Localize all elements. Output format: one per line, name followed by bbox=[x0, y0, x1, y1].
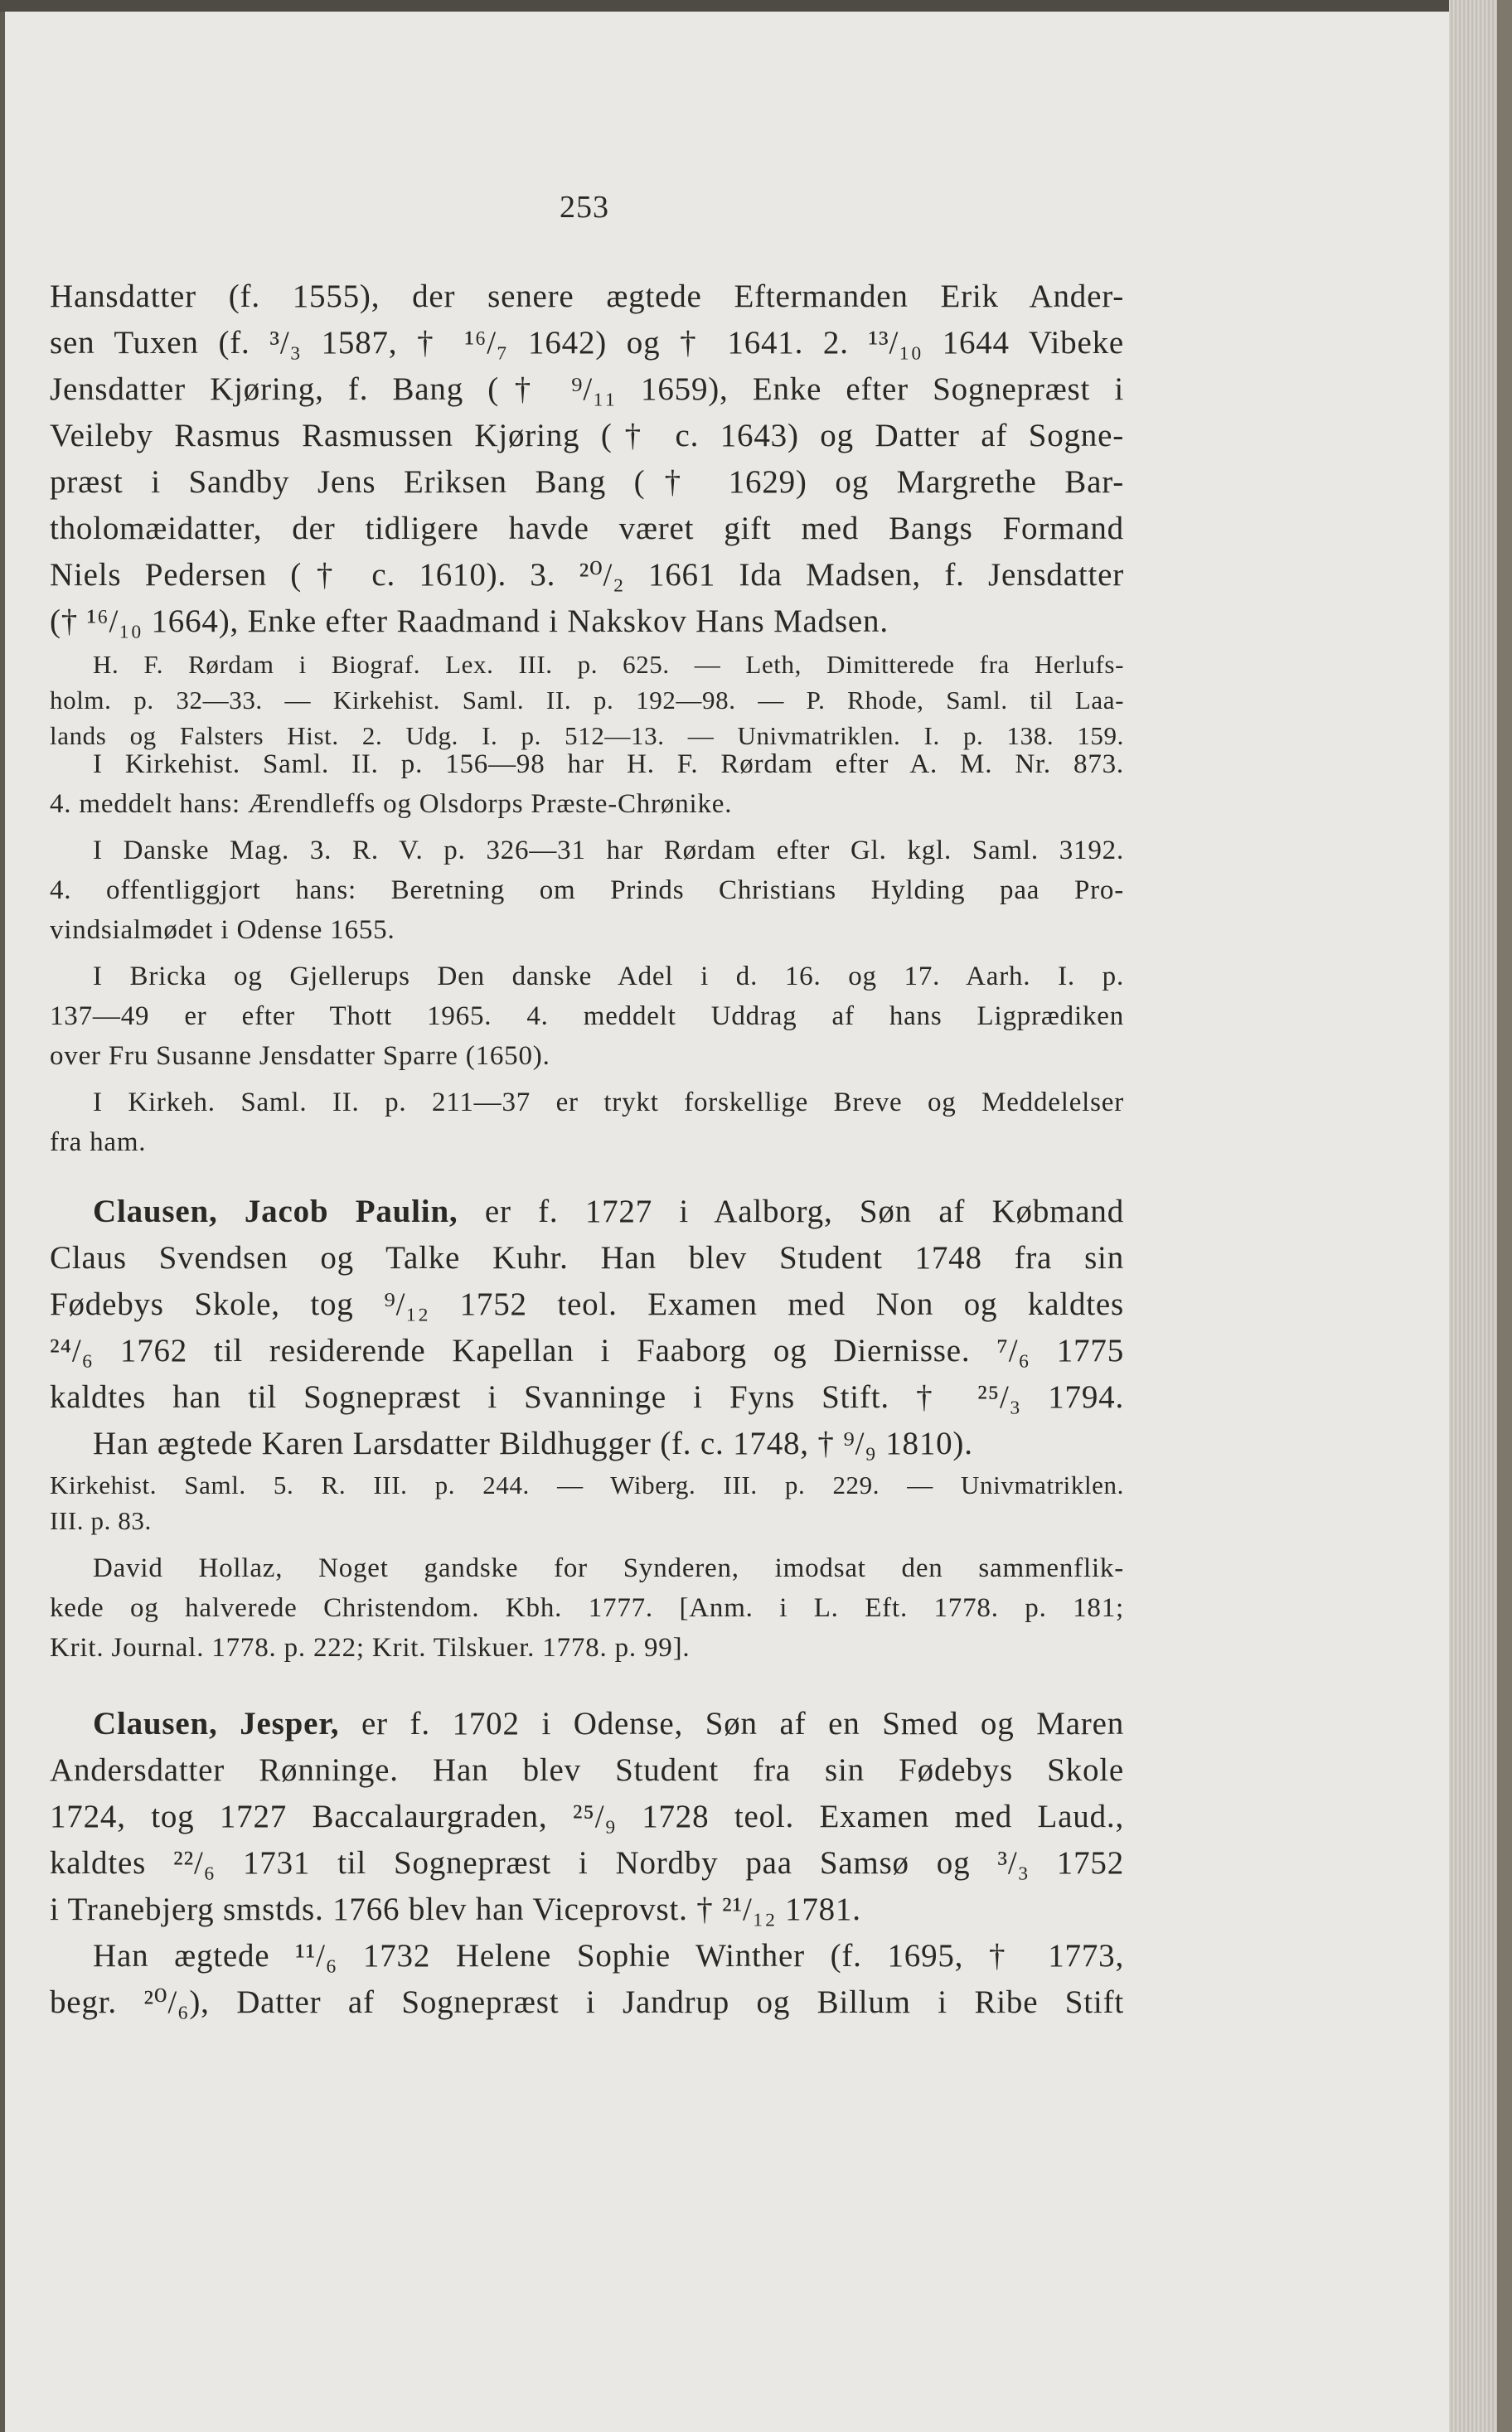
text-line: tholomæidatter, der tidligere havde været gift med Bangs Formand bbox=[50, 511, 1124, 546]
writings-notes bbox=[50, 744, 1124, 1162]
scan-top-edge bbox=[0, 0, 1512, 12]
text-line: Hansdatter (f. 1555), der senere ægtede Eftermanden Erik Ander- bbox=[50, 279, 1124, 314]
jacob-clausen-writings bbox=[50, 1548, 1124, 1668]
note-line: Krit. Journal. 1778. p. 222; Krit. Tilskuer. 1778. p. 99]. bbox=[50, 1633, 691, 1663]
text-line: Veileby Rasmus Rasmussen Kjøring († c. 1643) og Datter af Sogne- bbox=[50, 418, 1124, 453]
page-number: 253 bbox=[560, 190, 609, 225]
note-line: vindsialmødet i Odense 1655. bbox=[50, 915, 395, 945]
note-line: fra ham. bbox=[50, 1127, 147, 1157]
entry-first-line-text: er f. 1702 i Odense, Søn af en Smed og Maren bbox=[339, 1706, 1125, 1742]
text-line: kaldtes han til Sognepræst i Svanninge i Fyns Stift. † ²⁵/₃ 1794. bbox=[50, 1379, 1124, 1415]
source-references bbox=[50, 647, 1124, 753]
text-line: i Tranebjerg smstds. 1766 blev han Viceprovst. † ²¹/₁₂ 1781. bbox=[50, 1892, 861, 1927]
note-line: David Hollaz, Noget gandske for Synderen, imodsat den sammenflik- bbox=[93, 1553, 1124, 1583]
jacob-clausen-references bbox=[50, 1467, 1124, 1538]
note-line: kede og halverede Christendom. Kbh. 1777. [Anm. i L. Eft. 1778. p. 181; bbox=[50, 1593, 1124, 1623]
entry-jacob-paulin-clausen bbox=[50, 1189, 1124, 1467]
continued-paragraph bbox=[50, 274, 1124, 645]
text-line: Han ægtede ¹¹/₆ 1732 Helene Sophie Winther (f. 1695, † 1773, bbox=[93, 1938, 1124, 1974]
note-line: 4. meddelt hans: Ærendleffs og Olsdorps Præste-Chrønike. bbox=[50, 789, 733, 819]
book-edge-shadow bbox=[1497, 0, 1512, 2432]
text-line: 1724, tog 1727 Baccalaurgraden, ²⁵/₉ 1728 teol. Examen med Laud., bbox=[50, 1799, 1124, 1834]
entry-heading: Clausen, Jacob Paulin, bbox=[93, 1194, 458, 1229]
book-fore-edge bbox=[1449, 0, 1512, 2432]
text-line: Jensdatter Kjøring, f. Bang († ⁹/₁₁ 1659), Enke efter Sognepræst i bbox=[50, 371, 1124, 407]
text-line: præst i Sandby Jens Eriksen Bang († 1629) og Margrethe Bar- bbox=[50, 464, 1124, 500]
reference-line: III. p. 83. bbox=[50, 1506, 152, 1535]
note-line: I Danske Mag. 3. R. V. p. 326—31 har Rørdam efter Gl. kgl. Saml. 3192. bbox=[93, 836, 1124, 865]
reference-line: Kirkehist. Saml. 5. R. III. p. 244. — Wiberg. III. p. 229. — Univmatriklen. bbox=[50, 1470, 1124, 1499]
text-line: kaldtes ²²/₆ 1731 til Sognepræst i Nordby paa Samsø og ³/₃ 1752 bbox=[50, 1845, 1124, 1881]
reference-line: lands og Falsters Hist. 2. Udg. I. p. 512—13. — Univmatriklen. I. p. 138. 159. bbox=[50, 721, 1124, 750]
entry-first-line-text: er f. 1727 i Aalborg, Søn af Købmand bbox=[458, 1194, 1124, 1229]
entry-jesper-clausen bbox=[50, 1701, 1124, 2026]
entry-first-line bbox=[50, 1701, 1124, 1747]
entry-first-line bbox=[50, 1189, 1124, 1235]
text-line: († ¹⁶/₁₀ 1664), Enke efter Raadmand i Nakskov Hans Madsen. bbox=[50, 603, 889, 639]
reference-line: holm. p. 32—33. — Kirkehist. Saml. II. p. 192—98. — P. Rhode, Saml. til Laa- bbox=[50, 686, 1124, 715]
note-line: 137—49 er efter Thott 1965. 4. meddelt Uddrag af hans Ligprædiken bbox=[50, 1001, 1124, 1031]
text-line: Han ægtede Karen Larsdatter Bildhugger (f. c. 1748, † ⁹/₉ 1810). bbox=[93, 1426, 973, 1461]
text-line: Fødebys Skole, tog ⁹/₁₂ 1752 teol. Examen med Non og kaldtes bbox=[50, 1286, 1124, 1322]
note-line: I Kirkeh. Saml. II. p. 211—37 er trykt forskellige Breve og Meddelelser bbox=[93, 1088, 1124, 1117]
entry-heading: Clausen, Jesper, bbox=[93, 1706, 340, 1742]
text-line: Niels Pedersen († c. 1610). 3. ²⁰/₂ 1661 Ida Madsen, f. Jensdatter bbox=[50, 557, 1124, 593]
text-line: begr. ²⁰/₆), Datter af Sognepræst i Jandrup og Billum i Ribe Stift bbox=[50, 1984, 1124, 2020]
note-line: over Fru Susanne Jensdatter Sparre (1650). bbox=[50, 1041, 550, 1071]
text-line: sen Tuxen (f. ³/₃ 1587, † ¹⁶/₇ 1642) og † 1641. 2. ¹³/₁₀ 1644 Vibeke bbox=[50, 325, 1124, 361]
note-line: I Bricka og Gjellerups Den danske Adel i d. 16. og 17. Aarh. I. p. bbox=[93, 962, 1124, 991]
text-line: ²⁴/₆ 1762 til residerende Kapellan i Faaborg og Diernisse. ⁷/₆ 1775 bbox=[50, 1333, 1124, 1369]
reference-line: H. F. Rørdam i Biograf. Lex. III. p. 625. — Leth, Dimitterede fra Herlufs- bbox=[93, 650, 1124, 679]
text-line: Claus Svendsen og Talke Kuhr. Han blev Student 1748 fra sin bbox=[50, 1240, 1124, 1276]
note-line: 4. offentliggjort hans: Beretning om Prinds Christians Hylding paa Pro- bbox=[50, 875, 1124, 905]
note-line: I Kirkehist. Saml. II. p. 156—98 har H. F. Rørdam efter A. M. Nr. 873. bbox=[93, 749, 1124, 779]
text-line: Andersdatter Rønninge. Han blev Student fra sin Fødebys Skole bbox=[50, 1752, 1124, 1788]
